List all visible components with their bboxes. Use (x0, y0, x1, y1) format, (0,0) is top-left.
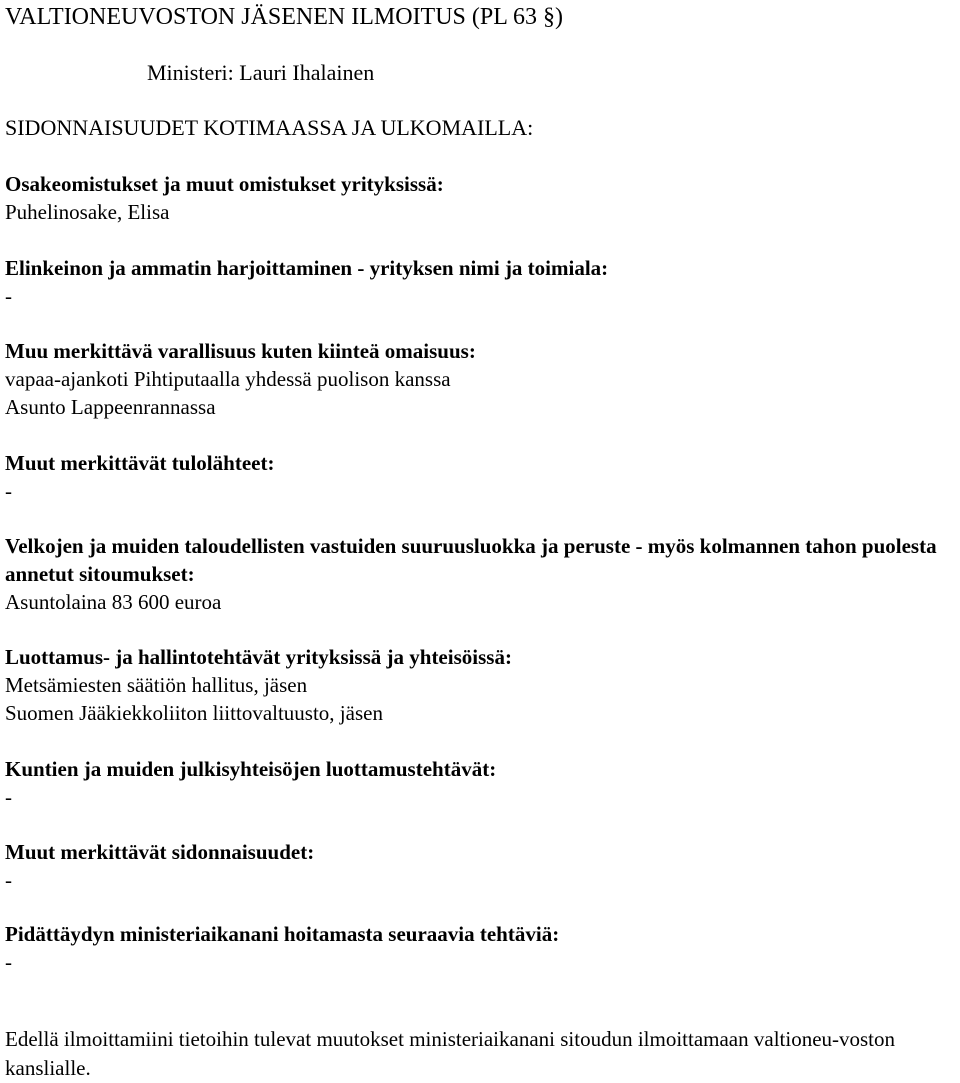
minister-line (147, 58, 374, 88)
section-value: Asuntolaina 83 600 euroa (5, 590, 222, 614)
section-heading: Kuntien ja muiden julkisyhteisöjen luottamustehtävät: (5, 757, 497, 781)
section-heading: Osakeomistukset ja muut omistukset yrityksissä: (5, 172, 444, 196)
section-board-positions (5, 643, 955, 727)
section-public-positions (5, 755, 955, 811)
section-shareholdings (5, 170, 955, 226)
section-refrained-duties (5, 920, 955, 976)
document-title: VALTIONEUVOSTON JÄSENEN ILMOITUS (PL 63 §) (5, 4, 563, 30)
section-heading: Muut merkittävät sidonnaisuudet: (5, 840, 315, 864)
section-value: - (5, 868, 12, 892)
section-heading: Velkojen ja muiden taloudellisten vastuiden suuruusluokka ja peruste - myös kolmannen tahon puolesta annetut sitoumukset: (5, 534, 937, 586)
section-value: Puhelinosake, Elisa (5, 200, 170, 224)
section-other-assets (5, 337, 955, 421)
section-value: Suomen Jääkiekkoliiton liittovaltuusto, jäsen (5, 701, 383, 725)
section-value: - (5, 284, 12, 308)
section-heading: Muu merkittävä varallisuus kuten kiinteä omaisuus: (5, 339, 476, 363)
section-heading: Muut merkittävät tulolähteet: (5, 451, 275, 475)
minister-label: Ministeri: (147, 60, 234, 85)
section-business-activity (5, 254, 955, 310)
section-value: Asunto Lappeenrannassa (5, 395, 216, 419)
section-value: - (5, 785, 12, 809)
document-subtitle: SIDONNAISUUDET KOTIMAASSA JA ULKOMAILLA: (5, 115, 534, 140)
section-value: vapaa-ajankoti Pihtiputaalla yhdessä puolison kanssa (5, 367, 451, 391)
section-heading: Luottamus- ja hallintotehtävät yrityksissä ja yhteisöissä: (5, 645, 512, 669)
section-liabilities (5, 532, 955, 616)
section-income-sources (5, 449, 955, 505)
section-heading: Elinkeinon ja ammatin harjoittaminen - yrityksen nimi ja toimiala: (5, 256, 609, 280)
section-heading: Pidättäydyn ministeriaikanani hoitamasta seuraavia tehtäviä: (5, 922, 560, 946)
section-value: Metsämiesten säätiön hallitus, jäsen (5, 673, 308, 697)
section-value: - (5, 479, 12, 503)
footer-statement: Edellä ilmoittamiini tietoihin tulevat muutokset ministeriaikanani sitoudun ilmoittamaan valtioneu-voston kanslialle. (5, 1027, 896, 1080)
section-other-interests (5, 838, 955, 894)
minister-name: Lauri Ihalainen (239, 60, 375, 85)
section-value: - (5, 950, 12, 974)
